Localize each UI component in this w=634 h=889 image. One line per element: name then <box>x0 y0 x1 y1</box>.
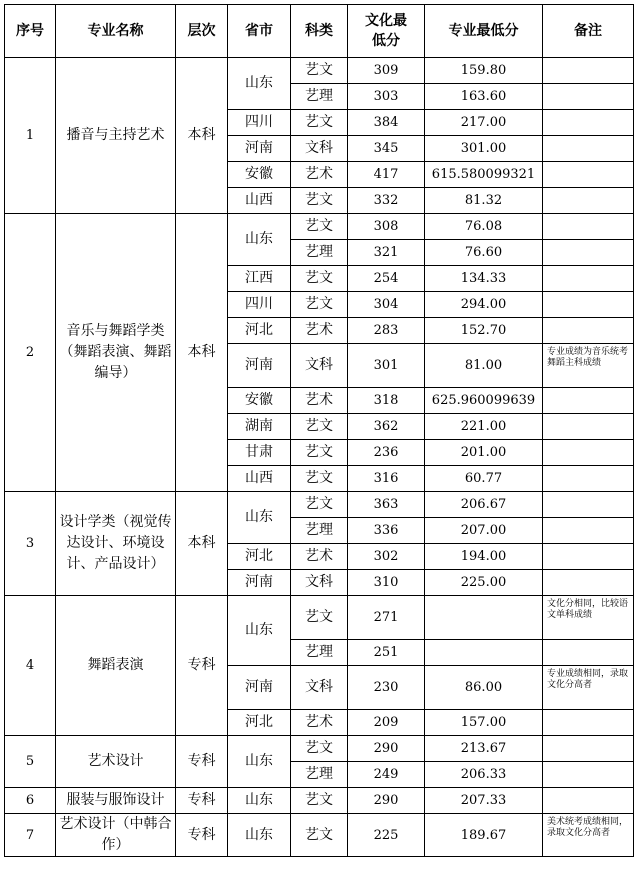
culture-score-cell: 249 <box>348 762 425 788</box>
note-cell <box>543 736 634 762</box>
culture-score-cell: 384 <box>348 110 425 136</box>
table-row <box>5 58 634 84</box>
province-cell: 河南 <box>228 344 291 388</box>
note-cell <box>543 240 634 266</box>
note-cell <box>543 266 634 292</box>
culture-score-cell: 316 <box>348 466 425 492</box>
note-cell <box>543 762 634 788</box>
note-cell <box>543 492 634 518</box>
major-index: 5 <box>5 736 56 788</box>
note-cell <box>543 214 634 240</box>
note-cell <box>543 84 634 110</box>
header-index: 序号 <box>5 5 56 58</box>
note-cell <box>543 58 634 84</box>
subject-cell: 艺文 <box>291 736 348 762</box>
major-score-cell: 134.33 <box>425 266 543 292</box>
province-cell: 山东 <box>228 788 291 814</box>
culture-score-cell: 318 <box>348 388 425 414</box>
subject-cell: 艺文 <box>291 110 348 136</box>
table-row <box>5 814 634 857</box>
subject-cell: 艺文 <box>291 414 348 440</box>
culture-score-cell: 290 <box>348 736 425 762</box>
major-index: 2 <box>5 214 56 492</box>
note-cell <box>543 640 634 666</box>
major-name: 舞蹈表演 <box>56 596 176 736</box>
note-cell <box>543 788 634 814</box>
subject-cell: 艺文 <box>291 214 348 240</box>
culture-score-cell: 362 <box>348 414 425 440</box>
culture-score-cell: 304 <box>348 292 425 318</box>
subject-cell: 艺文 <box>291 492 348 518</box>
culture-score-cell: 251 <box>348 640 425 666</box>
major-score-cell: 207.00 <box>425 518 543 544</box>
province-cell: 山东 <box>228 736 291 788</box>
major-name: 设计学类（视觉传达设计、环境设计、产品设计） <box>56 492 176 596</box>
major-score-cell: 60.77 <box>425 466 543 492</box>
subject-cell: 艺理 <box>291 762 348 788</box>
province-cell: 安徽 <box>228 388 291 414</box>
major-level: 本科 <box>176 58 228 214</box>
subject-cell: 艺术 <box>291 388 348 414</box>
header-culture-min: 文化最低分 <box>348 5 425 58</box>
culture-score-cell: 301 <box>348 344 425 388</box>
province-cell: 安徽 <box>228 162 291 188</box>
note-cell <box>543 466 634 492</box>
province-cell: 四川 <box>228 110 291 136</box>
note-cell <box>543 544 634 570</box>
major-score-cell: 301.00 <box>425 136 543 162</box>
province-cell: 河南 <box>228 570 291 596</box>
culture-score-cell: 308 <box>348 214 425 240</box>
subject-cell: 艺文 <box>291 814 348 857</box>
major-score-cell: 76.08 <box>425 214 543 240</box>
major-name: 音乐与舞蹈学类（舞蹈表演、舞蹈编导） <box>56 214 176 492</box>
subject-cell: 艺文 <box>291 440 348 466</box>
culture-score-cell: 332 <box>348 188 425 214</box>
note-cell: 美术统考成绩相同，录取文化分高者 <box>543 814 634 857</box>
header-province: 省市 <box>228 5 291 58</box>
major-score-cell: 615.580099321 <box>425 162 543 188</box>
province-cell: 湖南 <box>228 414 291 440</box>
province-cell: 山东 <box>228 814 291 857</box>
major-score-cell: 86.00 <box>425 666 543 710</box>
subject-cell: 文科 <box>291 136 348 162</box>
major-score-cell: 207.33 <box>425 788 543 814</box>
culture-score-cell: 283 <box>348 318 425 344</box>
culture-score-cell: 290 <box>348 788 425 814</box>
subject-cell: 艺文 <box>291 466 348 492</box>
major-level: 专科 <box>176 814 228 857</box>
culture-score-cell: 254 <box>348 266 425 292</box>
header-row <box>5 5 634 58</box>
subject-cell: 艺文 <box>291 788 348 814</box>
province-cell: 甘肃 <box>228 440 291 466</box>
note-cell: 专业成绩为音乐统考舞蹈主科成绩 <box>543 344 634 388</box>
subject-cell: 艺文 <box>291 596 348 640</box>
major-score-cell: 76.60 <box>425 240 543 266</box>
subject-cell: 艺术 <box>291 544 348 570</box>
major-level: 专科 <box>176 596 228 736</box>
province-cell: 河北 <box>228 710 291 736</box>
major-score-cell: 213.67 <box>425 736 543 762</box>
table-row <box>5 736 634 762</box>
subject-cell: 艺文 <box>291 266 348 292</box>
major-index: 3 <box>5 492 56 596</box>
major-score-cell <box>425 596 543 640</box>
subject-cell: 艺术 <box>291 162 348 188</box>
province-cell: 四川 <box>228 292 291 318</box>
major-score-cell: 194.00 <box>425 544 543 570</box>
table-row <box>5 214 634 240</box>
culture-score-cell: 363 <box>348 492 425 518</box>
table-row <box>5 788 634 814</box>
culture-score-cell: 336 <box>348 518 425 544</box>
note-cell <box>543 110 634 136</box>
culture-score-cell: 236 <box>348 440 425 466</box>
subject-cell: 文科 <box>291 666 348 710</box>
major-score-cell: 163.60 <box>425 84 543 110</box>
major-level: 专科 <box>176 788 228 814</box>
major-score-cell: 157.00 <box>425 710 543 736</box>
major-score-cell: 206.33 <box>425 762 543 788</box>
major-index: 1 <box>5 58 56 214</box>
major-index: 4 <box>5 596 56 736</box>
major-score-cell: 206.67 <box>425 492 543 518</box>
subject-cell: 艺术 <box>291 318 348 344</box>
major-index: 6 <box>5 788 56 814</box>
header-major-name: 专业名称 <box>56 5 176 58</box>
culture-score-cell: 321 <box>348 240 425 266</box>
culture-score-cell: 417 <box>348 162 425 188</box>
major-score-cell: 201.00 <box>425 440 543 466</box>
province-cell: 江西 <box>228 266 291 292</box>
major-score-cell: 625.960099639 <box>425 388 543 414</box>
major-name: 艺术设计（中韩合作） <box>56 814 176 857</box>
note-cell <box>543 188 634 214</box>
major-score-cell <box>425 640 543 666</box>
major-name: 播音与主持艺术 <box>56 58 176 214</box>
major-score-cell: 217.00 <box>425 110 543 136</box>
major-level: 本科 <box>176 214 228 492</box>
province-cell: 河北 <box>228 318 291 344</box>
culture-score-cell: 345 <box>348 136 425 162</box>
subject-cell: 艺理 <box>291 240 348 266</box>
culture-score-cell: 309 <box>348 58 425 84</box>
note-cell <box>543 440 634 466</box>
header-note: 备注 <box>543 5 634 58</box>
subject-cell: 艺理 <box>291 84 348 110</box>
subject-cell: 艺文 <box>291 58 348 84</box>
subject-cell: 艺理 <box>291 518 348 544</box>
note-cell: 文化分相同，比较语文单科成绩 <box>543 596 634 640</box>
culture-score-cell: 310 <box>348 570 425 596</box>
note-cell <box>543 710 634 736</box>
subject-cell: 艺文 <box>291 292 348 318</box>
header-major-min: 专业最低分 <box>425 5 543 58</box>
province-cell: 山东 <box>228 214 291 266</box>
note-cell <box>543 414 634 440</box>
note-cell <box>543 318 634 344</box>
major-name: 艺术设计 <box>56 736 176 788</box>
major-index: 7 <box>5 814 56 857</box>
culture-score-cell: 225 <box>348 814 425 857</box>
province-cell: 山东 <box>228 58 291 110</box>
table-row <box>5 596 634 640</box>
header-subject: 科类 <box>291 5 348 58</box>
major-level: 本科 <box>176 492 228 596</box>
major-score-cell: 152.70 <box>425 318 543 344</box>
province-cell: 河南 <box>228 136 291 162</box>
province-cell: 河北 <box>228 544 291 570</box>
note-cell <box>543 388 634 414</box>
province-cell: 山西 <box>228 188 291 214</box>
note-cell: 专业成绩相同，录取文化分高者 <box>543 666 634 710</box>
note-cell <box>543 136 634 162</box>
province-cell: 河南 <box>228 666 291 710</box>
major-level: 专科 <box>176 736 228 788</box>
subject-cell: 艺文 <box>291 188 348 214</box>
note-cell <box>543 570 634 596</box>
header-level: 层次 <box>176 5 228 58</box>
note-cell <box>543 518 634 544</box>
table-row <box>5 492 634 518</box>
major-score-cell: 159.80 <box>425 58 543 84</box>
major-score-cell: 81.00 <box>425 344 543 388</box>
admission-score-table <box>4 4 634 857</box>
note-cell <box>543 292 634 318</box>
subject-cell: 艺术 <box>291 710 348 736</box>
culture-score-cell: 302 <box>348 544 425 570</box>
culture-score-cell: 303 <box>348 84 425 110</box>
culture-score-cell: 209 <box>348 710 425 736</box>
major-score-cell: 294.00 <box>425 292 543 318</box>
province-cell: 山东 <box>228 492 291 544</box>
subject-cell: 艺理 <box>291 640 348 666</box>
note-cell <box>543 162 634 188</box>
major-name: 服装与服饰设计 <box>56 788 176 814</box>
major-score-cell: 81.32 <box>425 188 543 214</box>
subject-cell: 文科 <box>291 570 348 596</box>
major-score-cell: 225.00 <box>425 570 543 596</box>
major-score-cell: 221.00 <box>425 414 543 440</box>
major-score-cell: 189.67 <box>425 814 543 857</box>
culture-score-cell: 271 <box>348 596 425 640</box>
province-cell: 山东 <box>228 596 291 666</box>
table-body <box>5 58 634 857</box>
subject-cell: 文科 <box>291 344 348 388</box>
culture-score-cell: 230 <box>348 666 425 710</box>
province-cell: 山西 <box>228 466 291 492</box>
